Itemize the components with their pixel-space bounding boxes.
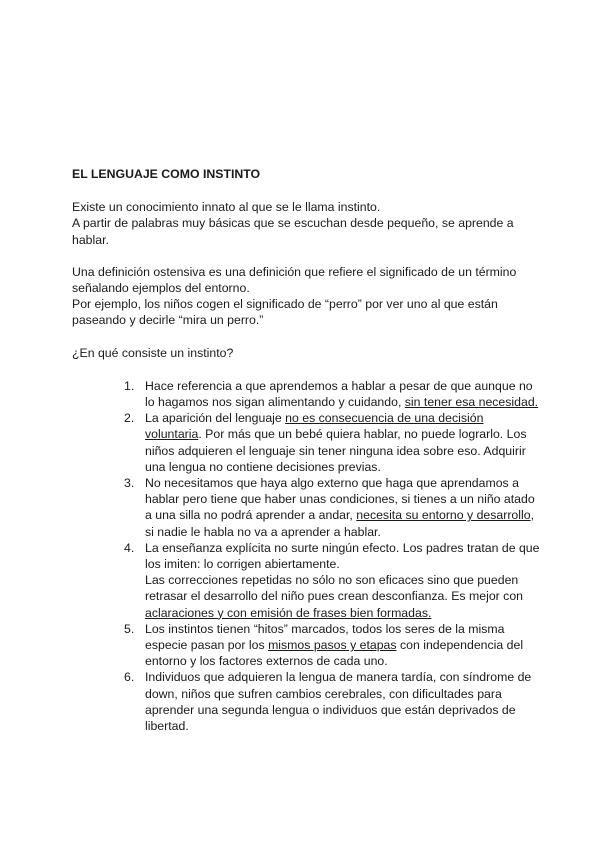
list-item-number: 1. xyxy=(124,378,135,393)
list-item xyxy=(124,540,542,621)
list-item-text: No necesitamos que haya algo externo que haga que aprendamos a hablar pero tiene que haber unas condiciones, si tienes a un niño atado a una silla no podrá aprender a andar, xyxy=(145,476,535,523)
list-item-text: Individuos que adquieren la lengua de manera tardía, con síndrome de down, niños que sufren cambios cerebrales, con dificultades para aprender una segunda lengua o individuos que están deprivados de libertad. xyxy=(145,670,532,734)
list-item-number: 3. xyxy=(124,476,135,491)
list-item-number: 2. xyxy=(124,411,135,426)
list-item-underlined-text: no es consecuencia de una decisión voluntaria xyxy=(145,411,484,442)
list-item-number: 4. xyxy=(124,540,135,555)
list-item-underlined-text: sin tener esa necesidad. xyxy=(404,395,539,410)
list-item xyxy=(124,669,542,734)
document-body xyxy=(72,166,542,734)
list-item xyxy=(124,410,542,475)
list-item-text: La aparición del lenguaje xyxy=(145,411,286,426)
definition-paragraph-2: Por ejemplo, los niños cogen el significado de “perro” por ver uno al que están paseando y decirle “mira un perro.” xyxy=(72,297,498,328)
list-item-text: Los instintos tienen “hitos” marcados, todos los seres de la misma especie pasan por los xyxy=(145,621,505,653)
list-item-underlined-text: aclaraciones y con emisión de frases bien formadas. xyxy=(145,605,432,620)
list-item xyxy=(124,475,542,540)
list-item xyxy=(124,378,542,410)
list-item-text: La enseñanza explícita no surte ningún efecto. Los padres tratan de que los imiten: lo corrigen abiertamente. xyxy=(145,540,540,572)
document-title: EL LENGUAJE COMO INSTINTO xyxy=(72,167,261,181)
intro-paragraph-2: A partir de palabras muy básicas que se escuchan desde pequeño, se aprende a hablar. xyxy=(72,216,514,247)
list-item-text-after: . Por más que un bebé quiera hablar, no puede lograrlo. Los niños adquieren el lenguaje sin tener ninguna idea sobre eso. Adquirir una lengua no contiene decisiones previas. xyxy=(145,427,527,474)
list-item-number: 6. xyxy=(124,670,135,685)
instinct-features-list xyxy=(72,378,542,734)
list-item-underlined-text: necesita su entorno y desarrollo xyxy=(356,508,531,523)
list-item-text: Hace referencia a que aprendemos a hablar a pesar de que aunque no lo hagamos nos sigan alimentando y cuidando, xyxy=(145,378,533,410)
list-item-text-continued: Las correcciones repetidas no sólo no son eficaces sino que pueden retrasar el desarrollo del niño pues crean desconfianza. Es mejor con xyxy=(145,573,523,604)
intro-paragraph-1: Existe un conocimiento innato al que se le llama instinto. xyxy=(72,200,381,215)
list-item-underlined-text: mismos pasos y etapas xyxy=(268,638,397,653)
list-item xyxy=(124,621,542,670)
list-item-text-after: con independencia del entorno y los factores externos de cada uno. xyxy=(145,638,524,669)
list-item-text-after: , si nadie le habla no va a aprender a hablar. xyxy=(145,508,534,539)
list-item-number: 5. xyxy=(124,621,135,636)
definition-paragraph-1: Una definición ostensiva es una definición que refiere el significado de un término señalando ejemplos del entorno. xyxy=(72,264,517,296)
question-heading: ¿En qué consiste un instinto? xyxy=(72,345,234,360)
